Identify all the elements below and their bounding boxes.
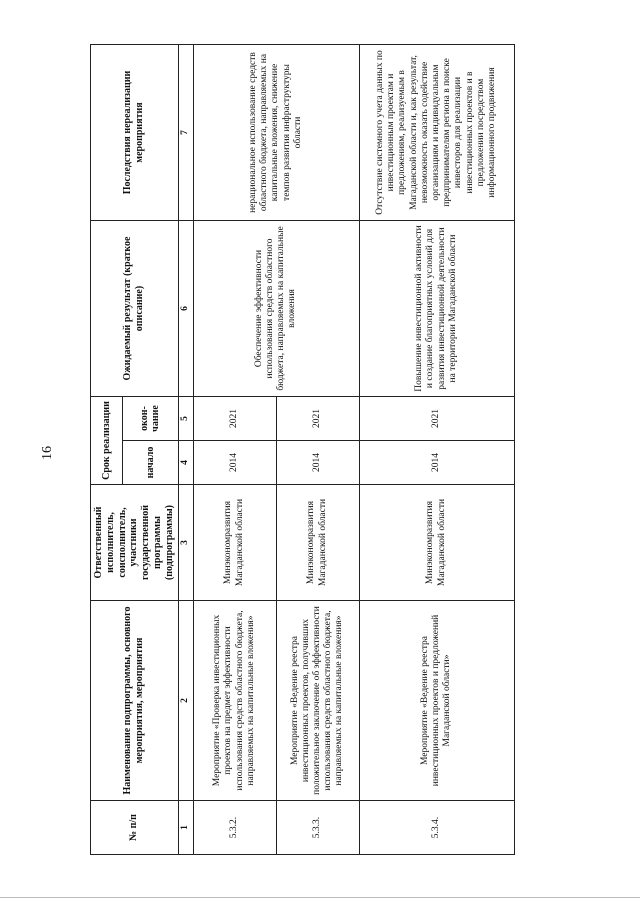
column-number: 4 — [178, 441, 193, 485]
header-row-1 — [91, 45, 123, 855]
header-consequences: Последствия нереализации мероприятия — [91, 45, 179, 221]
row-result: Повышение инвестиционной активности и создание благоприятных условий для развития инвестиционной деятельности на территории Магаданской области — [359, 221, 514, 397]
row-end: 2021 — [276, 397, 359, 441]
header-period: Срок реализации — [91, 397, 123, 485]
measures-table — [90, 44, 515, 855]
row-num: 5.3.2. — [193, 801, 276, 855]
column-number: 7 — [178, 45, 193, 221]
column-number: 3 — [178, 485, 193, 601]
header-end: окон-чание — [123, 397, 178, 441]
row-executor: Минэкономразвития Магаданской области — [193, 485, 276, 601]
column-number: 5 — [178, 397, 193, 441]
row-num: 5.3.3. — [276, 801, 359, 855]
column-number: 2 — [178, 601, 193, 801]
header-name: Наименование подпрограммы, основного мероприятия, мероприятия — [91, 601, 179, 801]
row-consequences: нерациональное использование средств областного бюджета, направляемых на капитальные вложения, снижение темпов развития инфраструктуры области — [193, 45, 359, 221]
bottom-divider — [0, 897, 640, 898]
header-num: № п/п — [91, 801, 179, 855]
header-start: начало — [123, 441, 178, 485]
row-name: Мероприятие «Проверка инвестиционных проектов на предмет эффективности использования средств областного бюджета, направляемых на капитальные вложения» — [193, 601, 276, 801]
column-number-row — [178, 45, 193, 855]
column-number: 1 — [178, 801, 193, 855]
header-executor: Ответственный исполнитель, соисполнитель, участники государственной программы (подпрограммы) — [91, 485, 179, 601]
row-start: 2014 — [276, 441, 359, 485]
row-executor: Минэкономразвития Магаданской области — [359, 485, 514, 601]
row-num: 5.3.4. — [359, 801, 514, 855]
row-name: Мероприятие «Ведение реестра инвестиционных проектов и предложений Магаданской области» — [359, 601, 514, 801]
row-executor: Минэкономразвития Магаданской области — [276, 485, 359, 601]
row-result: Обеспечение эффективности использования средств областного бюджета, направляемых на капитальные вложения — [193, 221, 359, 397]
row-consequences: Отсутствие системного учета данных по инвестиционным проектам и предложениям, реализуемым в Магаданской области и, как результат, невозможность оказать содействие организациям и индивидуальным предпринимателям региона в поиске инвесторов для реализации инвестиционных проектов и в предложении посредством информационного продвижения — [359, 45, 514, 221]
row-start: 2014 — [193, 441, 276, 485]
column-number: 6 — [178, 221, 193, 397]
row-start: 2014 — [359, 441, 514, 485]
row-end: 2021 — [193, 397, 276, 441]
row-end: 2021 — [359, 397, 514, 441]
rotated-table-wrapper — [90, 45, 580, 855]
page-number: 16 — [40, 446, 55, 460]
table-row — [193, 45, 276, 855]
header-result: Ожидаемый результат (краткое описание) — [91, 221, 179, 397]
table-row — [359, 45, 514, 855]
row-name: Мероприятие «Ведение реестра инвестиционных проектов, получивших положительное заключение об эффективности использования средств областного бюджета, направляемых на капитальные вложения» — [276, 601, 359, 801]
